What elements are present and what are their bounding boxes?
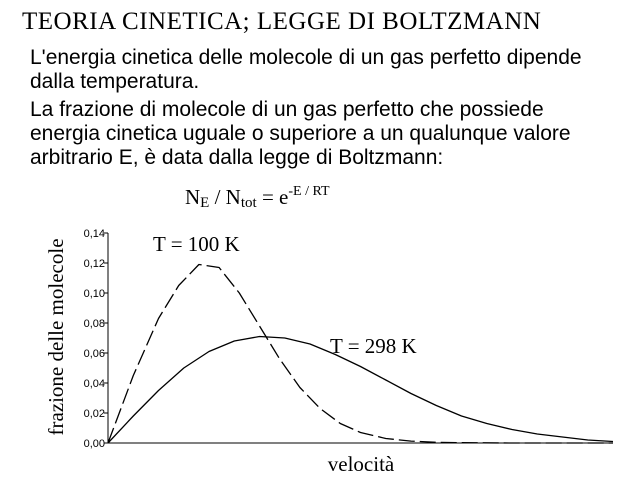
body-line-1: L'energia cinetica delle molecole di un gas perfetto dipende (30, 46, 582, 69)
chart-y-ticks (84, 228, 108, 450)
series-label-298k: T = 298 K (330, 334, 417, 358)
formula-exponent: -E / RT (288, 184, 330, 199)
formula-sub-tot: tot (240, 195, 257, 211)
y-tick-label: 0,14 (83, 228, 105, 240)
formula-n: N (185, 185, 201, 209)
body-line-4: energia cinetica uguale o superiore a un qualunque valore (30, 122, 571, 145)
y-tick-label: 0,00 (83, 438, 105, 450)
formula-equals-e: = e (256, 185, 289, 209)
body-line-5: arbitrario E, è data dalla legge di Boltzmann: (30, 146, 444, 169)
y-tick-label: 0,08 (83, 318, 105, 330)
body-line-3: La frazione di molecole di un gas perfetto che possiede (30, 98, 544, 121)
formula-sub-e: E (200, 195, 210, 211)
formula-slash-n: / N (209, 185, 241, 209)
boltzmann-chart (0, 215, 640, 480)
y-tick-label: 0,06 (83, 348, 105, 360)
y-tick-label: 0,10 (83, 288, 105, 300)
slide-title: TEORIA CINETICA; LEGGE DI BOLTZMANN (22, 8, 542, 35)
boltzmann-formula (185, 184, 330, 212)
y-tick-label: 0,04 (83, 378, 105, 390)
chart-y-label: frazione delle molecole (44, 238, 68, 436)
body-line-2: dalla temperatura. (30, 70, 200, 93)
series-label-100k: T = 100 K (153, 232, 240, 256)
y-tick-label: 0,12 (83, 258, 105, 270)
chart-x-label: velocità (327, 452, 395, 476)
y-tick-label: 0,02 (83, 408, 105, 420)
